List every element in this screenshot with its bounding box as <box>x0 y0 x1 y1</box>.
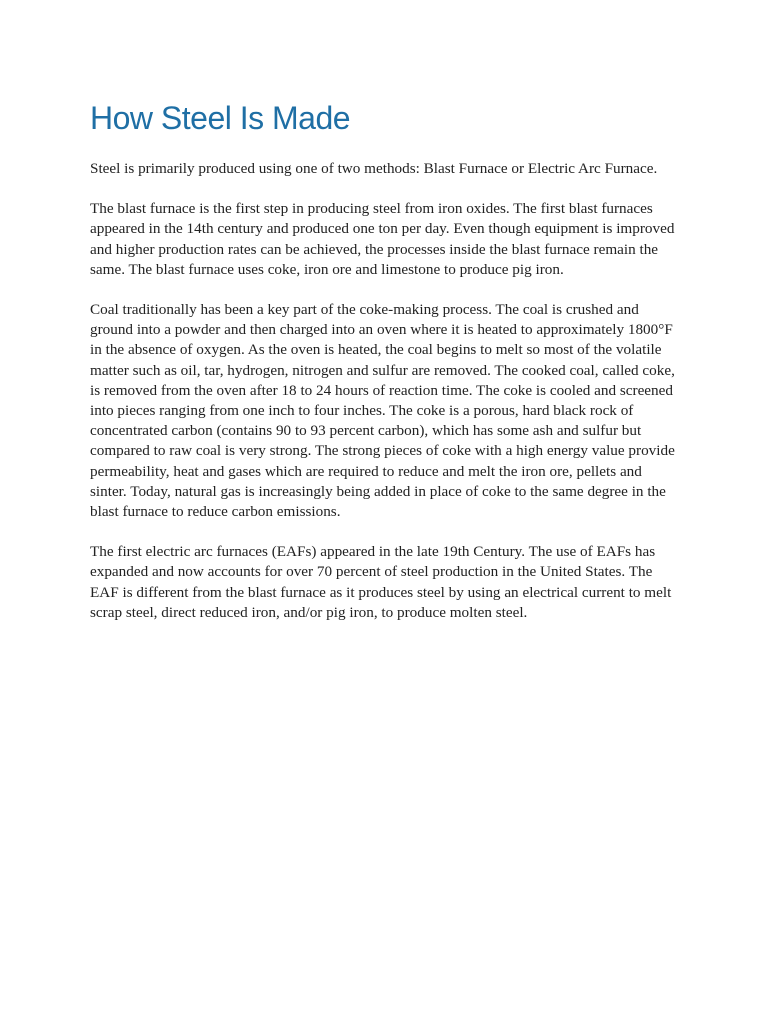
paragraph-electric-arc-furnace: The first electric arc furnaces (EAFs) appeared in the late 19th Century. The use of EAFs has expanded and now accounts for over 70 percent of steel production in the United States. The EAF is different from the blast furnace as it produces steel by using an electrical current to melt scrap steel, direct reduced iron, and/or pig iron, to produce molten steel. <box>90 543 672 621</box>
paragraph-intro: Steel is primarily produced using one of two methods: Blast Furnace or Electric Arc Furnace. <box>90 160 658 177</box>
paragraph-blast-furnace: The blast furnace is the first step in producing steel from iron oxides. The first blast furnaces appeared in the 14th century and produced one ton per day. Even though equipment is improved and higher production rates can be achieved, the processes inside the blast furnace remain the same. The blast furnace uses coke, iron ore and limestone to produce pig iron. <box>90 200 675 278</box>
document-body <box>90 98 682 643</box>
paragraph-coke-making: Coal traditionally has been a key part of the coke-making process. The coal is crushed and ground into a powder and then charged into an oven where it is heated to approximately 1800°F in the absence of oxygen. As the oven is heated, the coal begins to melt so most of the volatile matter such as oil, tar, hydrogen, nitrogen and sulfur are removed. The cooked coal, called coke, is removed from the oven after 18 to 24 hours of reaction time. The coke is cooled and screened into pieces ranging from one inch to four inches. The coke is a porous, hard black rock of concentrated carbon (contains 90 to 93 percent carbon), which has some ash and sulfur but compared to raw coal is very strong. The strong pieces of coke with a high energy value provide permeability, heat and gases which are required to reduce and melt the iron ore, pellets and sinter. Today, natural gas is increasingly being added in place of coke to the same degree in the blast furnace to reduce carbon emissions. <box>90 301 675 521</box>
page-title: How Steel Is Made <box>90 100 351 136</box>
